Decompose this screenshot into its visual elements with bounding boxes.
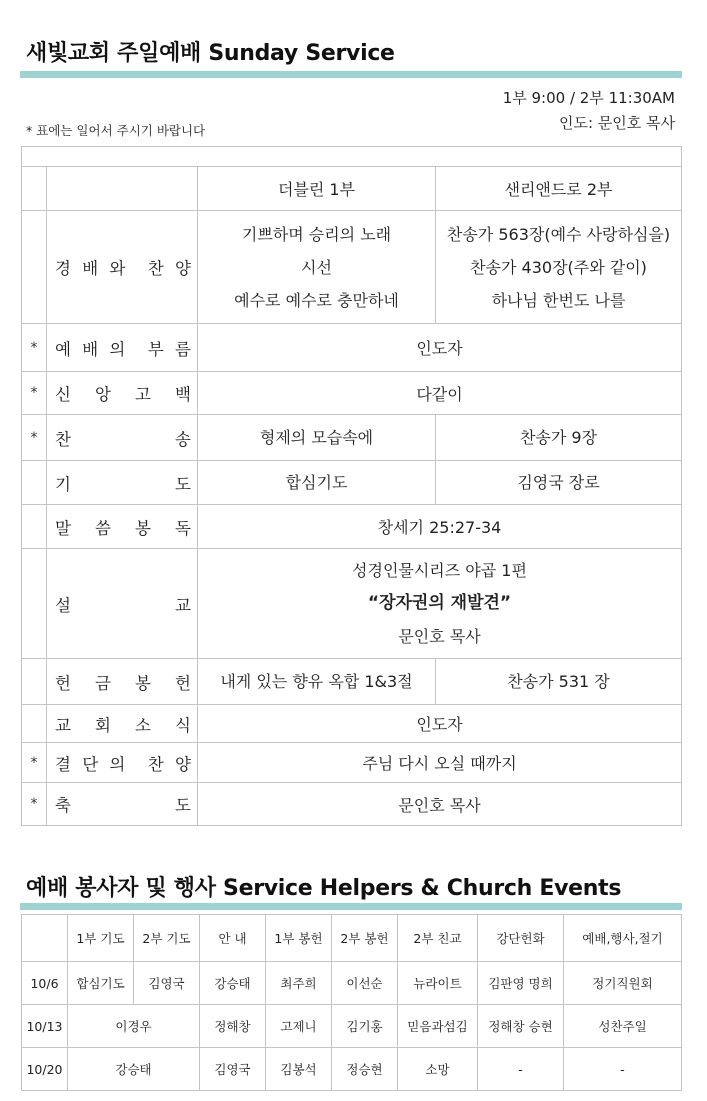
order-label-text [47,751,197,775]
helpers-title: 예배 봉사자 및 행사 Service Helpers & Church Events [26,876,622,901]
order-row [22,415,682,461]
order-row [22,743,682,783]
label-char: 배 [82,259,99,278]
stand-marker: * [22,415,47,461]
helpers-cell: 고제니 [266,1005,332,1048]
helpers-prayer: 강승태 [68,1048,200,1091]
helpers-header: 1부 봉헌 [266,915,332,962]
order-label-text [47,255,197,279]
service1-content [198,415,436,461]
helpers-cell: 강승태 [200,962,266,1005]
order-content: 문인호 목사 [198,783,682,826]
content-line: 찬송가 9장 [519,428,598,447]
order-label-text [47,592,197,616]
label-char: 설 [55,595,71,615]
label-char: 양 [174,259,191,278]
order-label [47,505,198,549]
order-row [22,783,682,826]
helpers-cell: 성찬주일 [564,1005,682,1048]
label-char: 도 [175,796,191,815]
stand-marker: * [22,783,47,826]
service1-content [198,659,436,705]
helpers-cell: 정해창 승현 [478,1005,564,1048]
helpers-header: 2부 봉헌 [332,915,398,962]
order-label-text [47,426,197,450]
service-schedule: 1부 9:00 / 2부 11:30AM [502,89,675,107]
label-char: 앙 [95,385,111,404]
helpers-header: 1부 기도 [68,915,134,962]
order-content: 창세기 25:27-34 [198,505,682,549]
label-char: 봉 [135,673,151,693]
helpers-cell: 정승현 [332,1048,398,1091]
label-char: 식 [175,715,191,735]
helpers-cell: 합심기도 [68,962,134,1005]
stand-marker: * [22,743,47,783]
order-label-text [47,381,197,405]
stand-marker [22,211,47,324]
stand-marker [22,461,47,505]
order-label [47,549,198,659]
content-line: 김영국 장로 [517,473,600,492]
label-char: 독 [175,518,191,538]
order-content: 다같이 [198,372,682,415]
corner-cell [22,915,68,962]
helpers-cell: 김영국 [200,1048,266,1091]
content-line: 합심기도 [285,473,348,492]
helpers-header-row [22,915,682,962]
standing-note: * 표에는 일어서 주시기 바랍니다 [26,123,206,138]
label-char: 결 [55,754,71,774]
table-spacer-row [22,147,682,167]
helpers-row [22,1005,682,1048]
label-char: 말 [55,518,71,538]
label-char: 봉 [135,518,151,538]
label-char: 씀 [95,518,111,538]
order-row [22,211,682,324]
col-header-1: 더블린 1부 [198,167,436,211]
order-label-text [47,471,197,495]
order-row [22,505,682,549]
helpers-header: 2부 기도 [134,915,200,962]
label-char: 헌 [55,673,71,693]
label-char: 헌 [175,673,191,693]
order-label-text [47,712,197,736]
label-char: 의 [109,754,126,774]
title-divider [20,71,682,78]
stand-marker [22,549,47,659]
sermon-series: 성경인물시리즈 야곱 1편 [352,561,527,580]
stand-marker [22,659,47,705]
label-char: 백 [175,385,191,404]
helpers-header: 안 내 [200,915,266,962]
col-header-2: 샌리앤드로 2부 [436,167,682,211]
label-char: 교 [55,715,71,735]
label-char: 교 [175,595,191,615]
label-char: 와 [109,259,126,278]
sermon-content [198,549,682,659]
content-line: 하나님 한번도 나를 [491,290,626,310]
label-char: 찬 [55,429,71,449]
service-leader: 인도: 문인호 목사 [558,114,675,132]
order-label [47,705,198,743]
helpers-cell: 정해창 [200,1005,266,1048]
helpers-cell: 김봉석 [266,1048,332,1091]
label-char: 고 [135,385,151,404]
helpers-prayer: 이경우 [68,1005,200,1048]
helpers-cell: - [478,1048,564,1091]
helpers-date: 10/6 [22,962,68,1005]
content-line: 예수로 예수로 충만하네 [234,290,399,310]
label-char: 회 [95,715,111,735]
label-char: 소 [135,715,151,735]
order-label [47,659,198,705]
order-row [22,461,682,505]
order-content: 인도자 [198,324,682,372]
order-row [22,549,682,659]
sermon-title: “장자권의 재발견” [367,593,512,613]
table-header-row [22,167,682,211]
label-char: 의 [109,339,126,359]
service2-content [436,211,682,324]
page-title: 새빛교회 주일예배 Sunday Service [26,41,395,66]
helpers-cell: 뉴라이트 [398,962,478,1005]
order-label [47,324,198,372]
content-line: 찬송가 563장(예수 사랑하심을) [446,224,671,244]
helpers-divider [20,903,682,910]
service2-content [436,461,682,505]
helpers-cell: 정기직원회 [564,962,682,1005]
helpers-cell: 최주희 [266,962,332,1005]
helpers-cell: 소망 [398,1048,478,1091]
order-content: 주님 다시 오실 때까지 [198,743,682,783]
order-content: 인도자 [198,705,682,743]
label-char: 기 [55,474,71,494]
order-label [47,415,198,461]
label-char: 금 [95,673,111,693]
helpers-cell: - [564,1048,682,1091]
order-label-text [47,670,197,694]
stand-marker [22,505,47,549]
order-row [22,705,682,743]
label-char: 부 [147,339,164,359]
order-label [47,743,198,783]
helpers-cell: 이선순 [332,962,398,1005]
content-line: 찬송가 531 장 [507,672,610,691]
stand-marker: * [22,324,47,372]
order-label-text [47,792,197,816]
content-line: 내게 있는 향유 옥합 1&3절 [220,672,413,691]
order-label [47,783,198,826]
helpers-header: 예배,행사,절기 [564,915,682,962]
order-label-text [47,515,197,539]
service2-content [436,415,682,461]
helpers-cell: 믿음과섬김 [398,1005,478,1048]
label-char: 단 [82,754,99,774]
content-line: 찬송가 430장(주와 같이) [470,257,647,277]
helpers-row [22,962,682,1005]
stand-marker: * [22,372,47,415]
label-char: 경 [55,259,71,278]
helpers-date: 10/20 [22,1048,68,1091]
order-label [47,211,198,324]
helpers-cell: 김기홍 [332,1005,398,1048]
helpers-header: 강단헌화 [478,915,564,962]
label-char: 축 [55,796,71,815]
order-row [22,372,682,415]
label-char: 찬 [147,259,164,278]
sermon-preacher: 문인호 목사 [398,627,481,646]
helpers-cell: 김영국 [134,962,200,1005]
label-char: 신 [55,385,71,404]
helpers-row [22,1048,682,1091]
helpers-date: 10/13 [22,1005,68,1048]
helpers-table [21,914,682,1091]
order-label-text [47,336,197,360]
label-char: 양 [174,754,191,774]
label-char: 배 [82,339,99,359]
worship-order-table [21,146,682,826]
service1-content [198,211,436,324]
label-char: 찬 [147,754,164,774]
order-row [22,324,682,372]
content-line: 기쁘하며 승리의 노래 [241,224,392,244]
label-char: 송 [175,429,191,449]
order-row [22,659,682,705]
label-char: 도 [175,474,191,494]
helpers-header: 2부 친교 [398,915,478,962]
content-line: 형제의 모습속에 [259,428,374,447]
label-char: 예 [55,339,71,359]
service1-content [198,461,436,505]
helpers-cell: 김판영 명희 [478,962,564,1005]
order-label [47,372,198,415]
order-label [47,461,198,505]
stand-marker [22,705,47,743]
content-line: 시선 [301,257,332,277]
label-char: 름 [174,339,191,359]
service-times [503,86,675,136]
service2-content [436,659,682,705]
